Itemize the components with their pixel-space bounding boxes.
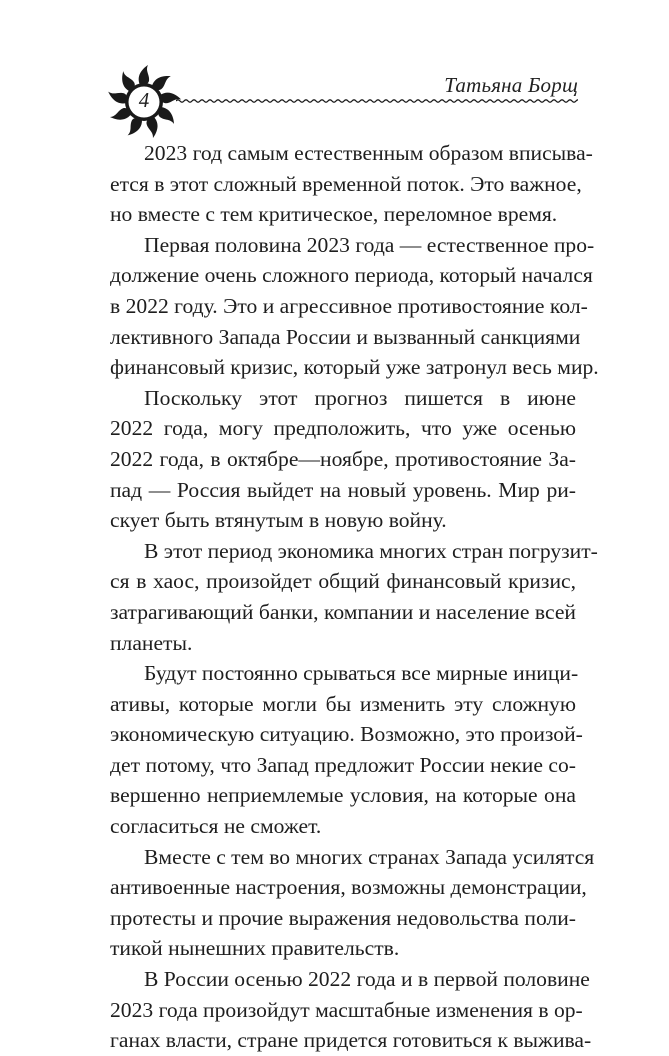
text-line: тикой нынешних правительств. [110,936,400,961]
text-line: ганах власти, стране придется готовиться к выжива- [110,1028,592,1053]
text-line: 2023 года произойдут масштабные изменения в ор- [110,997,583,1022]
paragraph [110,230,599,383]
text-line: планеты. [110,630,193,655]
page-header [0,0,669,140]
text-line: 2022 года, могу предположить, что уже осенью [110,416,576,441]
text-line: в 2022 году. Это и агрессивное противостояние кол- [110,293,588,318]
text-line: ется в этот сложный временной поток. Это важное, [110,171,582,196]
text-line: пад — Россия выйдет на новый уровень. Мир ри- [110,477,576,502]
text-line: лективного Запада России и вызванный санкциями [110,324,581,349]
paragraph [110,138,593,230]
text-line: Вместе с тем во многих странах Запада усилятся [144,844,595,869]
text-line: затрагивающий банки, компании и население всей [110,599,576,624]
body-text [110,138,599,1056]
text-line: Будут постоянно срываться все мирные иници- [144,661,579,686]
text-line: ативы, которые могли бы изменить эту сложную [110,691,576,716]
text-line: дет потому, что Запад предложит России некие со- [110,752,576,777]
text-line: 2023 год самым естественным образом вписыва- [144,141,593,165]
text-line: согласиться не сможет. [110,814,322,839]
text-line: должение очень сложного периода, который начался [110,263,593,288]
text-line: В России осенью 2022 года и в первой половине [144,967,590,992]
paragraph [110,658,583,842]
text-line: 2022 года, в октябре—ноябре, противостояние За- [110,446,576,471]
text-line: антивоенные настроения, возможны демонстрации, [110,875,587,900]
text-line: скует быть втянутым в новую войну. [110,508,447,533]
text-line: вершенно неприемлемые условия, на которые она [110,783,576,808]
text-line: но вместе с тем критическое, переломное время. [110,202,558,227]
text-line: В этот период экономика многих стран погрузит- [144,538,598,563]
paragraph [110,383,576,536]
paragraph [110,842,595,964]
text-line: ся в хаос, произойдет общий финансовый кризис, [110,569,576,594]
text-line: финансовый кризис, который уже затронул весь мир. [110,355,599,380]
text-line: экономическую ситуацию. Возможно, это произой- [110,722,583,747]
paragraph [110,964,592,1056]
page-number: 4 [138,88,150,112]
paragraph [110,536,598,658]
text-line: протесты и прочие выражения недовольства поли- [110,905,576,930]
running-head-author: Татьяна Борщ [444,73,578,97]
text-line: Поскольку этот прогноз пишется в июне [144,385,576,410]
text-line: Первая половина 2023 года — естественное про- [144,232,595,257]
